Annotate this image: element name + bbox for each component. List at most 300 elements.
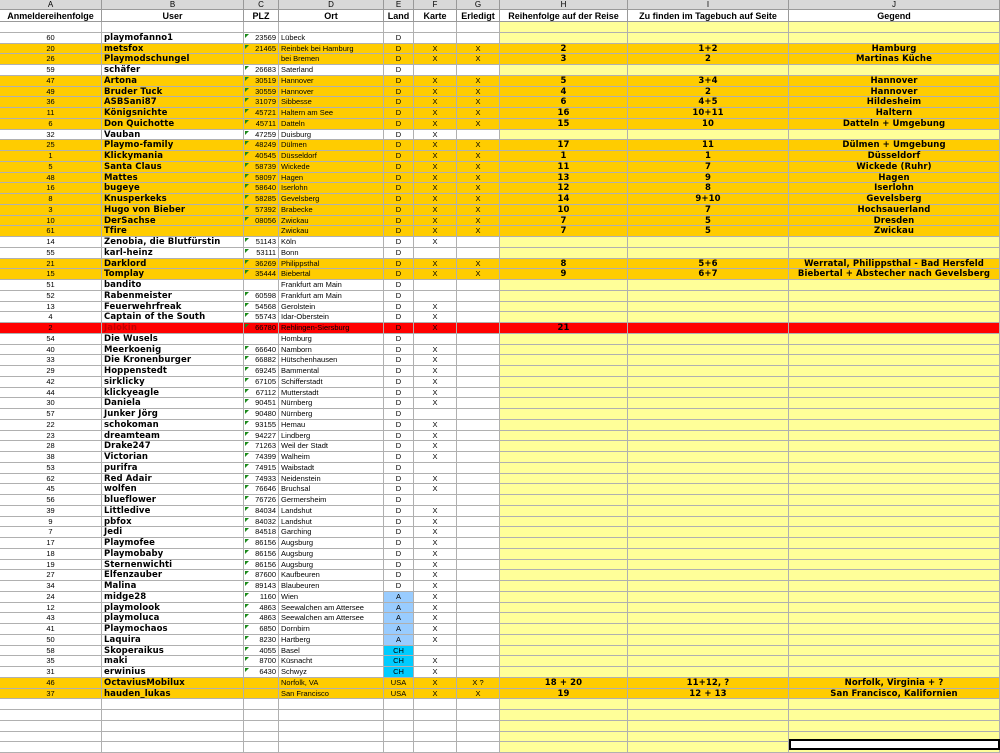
cell-g[interactable]: X — [457, 162, 500, 173]
cell-d[interactable]: Augsburg — [279, 560, 384, 570]
cell-i[interactable]: 9 — [628, 173, 789, 183]
cell-h[interactable] — [500, 603, 628, 613]
cell-d[interactable]: Reinbek bei Hamburg — [279, 44, 384, 54]
cell-d[interactable]: Frankfurt am Main — [279, 280, 384, 291]
cell-j[interactable]: Dresden — [789, 216, 1000, 226]
cell-f[interactable]: X — [414, 87, 457, 97]
cell-d[interactable]: Datteln — [279, 119, 384, 130]
cell-i[interactable] — [628, 721, 789, 732]
cell-i[interactable] — [628, 237, 789, 248]
cell-i[interactable] — [628, 312, 789, 323]
cell-c[interactable]: 76646 — [244, 484, 279, 495]
cell-c[interactable] — [244, 678, 279, 689]
cell-j[interactable] — [789, 721, 1000, 732]
cell-b[interactable]: Knusperkeks — [102, 194, 244, 205]
cell-h[interactable]: 6 — [500, 97, 628, 108]
cell-d[interactable]: Duisburg — [279, 130, 384, 140]
cell-a[interactable]: 22 — [0, 420, 102, 431]
cell-g[interactable] — [457, 560, 500, 570]
cell-e[interactable]: D — [384, 216, 414, 226]
cell-h[interactable]: 15 — [500, 119, 628, 130]
cell-a[interactable]: 58 — [0, 646, 102, 656]
cell-c[interactable] — [244, 334, 279, 345]
cell-f[interactable]: X — [414, 603, 457, 613]
cell-i[interactable] — [628, 560, 789, 570]
cell-g[interactable] — [457, 474, 500, 484]
cell-e[interactable]: D — [384, 474, 414, 484]
cell-j[interactable] — [789, 452, 1000, 463]
cell-c[interactable]: 4863 — [244, 603, 279, 613]
cell-f[interactable]: X — [414, 366, 457, 377]
cell-j[interactable] — [789, 409, 1000, 420]
cell-f[interactable] — [414, 291, 457, 302]
field-header-c[interactable]: PLZ — [244, 10, 279, 22]
cell-b[interactable] — [102, 710, 244, 721]
cell-e[interactable]: D — [384, 140, 414, 151]
cell-h[interactable] — [500, 334, 628, 345]
cell-e[interactable] — [384, 721, 414, 732]
cell-b[interactable]: schäfer — [102, 65, 244, 76]
column-header-j[interactable]: J — [789, 0, 1000, 10]
cell-d[interactable]: Hartberg — [279, 635, 384, 646]
cell-b[interactable]: Vauban — [102, 130, 244, 140]
cell-f[interactable]: X — [414, 345, 457, 355]
cell-b[interactable]: Zenobia, die Blutfürstin — [102, 237, 244, 248]
cell-h[interactable]: 7 — [500, 216, 628, 226]
cell-c[interactable]: 74399 — [244, 452, 279, 463]
cell-i[interactable] — [628, 603, 789, 613]
cell-c[interactable]: 4863 — [244, 613, 279, 624]
cell-c[interactable]: 40545 — [244, 151, 279, 162]
cell-d[interactable]: Garching — [279, 527, 384, 538]
cell-d[interactable]: Gerolstein — [279, 302, 384, 312]
cell-d[interactable]: Schifferstadt — [279, 377, 384, 388]
cell-i[interactable] — [628, 22, 789, 33]
cell-j[interactable]: San Francisco, Kalifornien — [789, 689, 1000, 699]
cell-h[interactable] — [500, 613, 628, 624]
cell-g[interactable] — [457, 710, 500, 721]
cell-f[interactable]: X — [414, 76, 457, 87]
cell-j[interactable] — [789, 667, 1000, 678]
cell-c[interactable]: 31079 — [244, 97, 279, 108]
cell-e[interactable] — [384, 699, 414, 710]
cell-d[interactable]: Iserlohn — [279, 183, 384, 194]
cell-a[interactable]: 46 — [0, 678, 102, 689]
cell-h[interactable] — [500, 409, 628, 420]
cell-j[interactable] — [789, 635, 1000, 646]
cell-e[interactable]: D — [384, 280, 414, 291]
cell-h[interactable]: 17 — [500, 140, 628, 151]
cell-b[interactable]: Bruder Tuck — [102, 87, 244, 97]
cell-d[interactable]: Basel — [279, 646, 384, 656]
cell-j[interactable] — [789, 549, 1000, 560]
cell-c[interactable]: 53111 — [244, 248, 279, 259]
cell-h[interactable] — [500, 549, 628, 560]
cell-f[interactable]: X — [414, 517, 457, 527]
cell-a[interactable]: 2 — [0, 323, 102, 334]
cell-i[interactable] — [628, 302, 789, 312]
cell-c[interactable]: 21465 — [244, 44, 279, 54]
cell-f[interactable]: X — [414, 560, 457, 570]
cell-b[interactable]: schokoman — [102, 420, 244, 431]
cell-h[interactable] — [500, 570, 628, 581]
cell-b[interactable]: playmofanno1 — [102, 33, 244, 44]
cell-f[interactable] — [414, 409, 457, 420]
active-cell-selection[interactable] — [789, 739, 1000, 750]
cell-d[interactable] — [279, 710, 384, 721]
cell-j[interactable] — [789, 613, 1000, 624]
cell-g[interactable]: X — [457, 216, 500, 226]
cell-f[interactable] — [414, 732, 457, 742]
cell-g[interactable] — [457, 495, 500, 506]
cell-g[interactable]: X — [457, 44, 500, 54]
cell-a[interactable]: 31 — [0, 667, 102, 678]
cell-a[interactable]: 56 — [0, 495, 102, 506]
cell-d[interactable]: Sibbesse — [279, 97, 384, 108]
cell-d[interactable]: Hannover — [279, 87, 384, 97]
cell-h[interactable] — [500, 431, 628, 441]
cell-b[interactable]: pbfox — [102, 517, 244, 527]
cell-e[interactable]: D — [384, 237, 414, 248]
cell-g[interactable] — [457, 452, 500, 463]
cell-g[interactable] — [457, 742, 500, 753]
cell-i[interactable] — [628, 409, 789, 420]
cell-g[interactable] — [457, 603, 500, 613]
cell-b[interactable]: Darklord — [102, 259, 244, 269]
cell-c[interactable]: 23569 — [244, 33, 279, 44]
cell-f[interactable] — [414, 699, 457, 710]
cell-j[interactable]: Iserlohn — [789, 183, 1000, 194]
cell-b[interactable]: Die Wusels — [102, 334, 244, 345]
cell-j[interactable]: Dülmen + Umgebung — [789, 140, 1000, 151]
cell-a[interactable]: 48 — [0, 173, 102, 183]
cell-e[interactable]: A — [384, 603, 414, 613]
cell-b[interactable]: Playmodschungel — [102, 54, 244, 65]
cell-i[interactable] — [628, 355, 789, 366]
cell-h[interactable] — [500, 130, 628, 140]
cell-g[interactable] — [457, 388, 500, 398]
cell-g[interactable]: X — [457, 76, 500, 87]
cell-c[interactable]: 90480 — [244, 409, 279, 420]
cell-c[interactable]: 36269 — [244, 259, 279, 269]
cell-d[interactable]: Seewalchen am Attersee — [279, 603, 384, 613]
cell-h[interactable] — [500, 721, 628, 732]
cell-h[interactable] — [500, 291, 628, 302]
cell-b[interactable]: Drake247 — [102, 441, 244, 452]
cell-b[interactable]: Artona — [102, 76, 244, 87]
cell-i[interactable] — [628, 613, 789, 624]
cell-f[interactable]: X — [414, 323, 457, 334]
cell-e[interactable]: D — [384, 334, 414, 345]
cell-e[interactable]: A — [384, 613, 414, 624]
cell-e[interactable]: D — [384, 463, 414, 474]
cell-f[interactable]: X — [414, 613, 457, 624]
cell-i[interactable] — [628, 388, 789, 398]
cell-h[interactable] — [500, 667, 628, 678]
cell-a[interactable]: 25 — [0, 140, 102, 151]
cell-j[interactable] — [789, 463, 1000, 474]
cell-c[interactable]: 57392 — [244, 205, 279, 216]
column-header-g[interactable]: G — [457, 0, 500, 10]
cell-j[interactable] — [789, 355, 1000, 366]
cell-d[interactable]: Dornbirn — [279, 624, 384, 635]
cell-d[interactable]: Wien — [279, 592, 384, 603]
cell-h[interactable] — [500, 495, 628, 506]
cell-a[interactable]: 24 — [0, 592, 102, 603]
cell-g[interactable] — [457, 613, 500, 624]
cell-i[interactable] — [628, 484, 789, 495]
cell-e[interactable]: USA — [384, 678, 414, 689]
cell-a[interactable]: 41 — [0, 624, 102, 635]
cell-d[interactable]: Brabecke — [279, 205, 384, 216]
cell-f[interactable]: X — [414, 581, 457, 592]
cell-a[interactable]: 9 — [0, 517, 102, 527]
cell-d[interactable]: Küsnacht — [279, 656, 384, 667]
column-header-d[interactable]: D — [279, 0, 384, 10]
cell-h[interactable]: 18 + 20 — [500, 678, 628, 689]
cell-d[interactable]: Blaubeuren — [279, 581, 384, 592]
cell-i[interactable]: 9+10 — [628, 194, 789, 205]
cell-g[interactable]: X — [457, 183, 500, 194]
cell-h[interactable] — [500, 420, 628, 431]
cell-d[interactable]: Schwyz — [279, 667, 384, 678]
cell-a[interactable]: 14 — [0, 237, 102, 248]
cell-b[interactable]: Sternenwichti — [102, 560, 244, 570]
cell-e[interactable]: D — [384, 194, 414, 205]
cell-c[interactable]: 94227 — [244, 431, 279, 441]
cell-c[interactable]: 6430 — [244, 667, 279, 678]
cell-a[interactable]: 4 — [0, 312, 102, 323]
cell-c[interactable]: 54568 — [244, 302, 279, 312]
cell-j[interactable] — [789, 592, 1000, 603]
cell-c[interactable]: 74915 — [244, 463, 279, 474]
cell-h[interactable]: 16 — [500, 108, 628, 119]
cell-g[interactable]: X — [457, 269, 500, 280]
cell-i[interactable] — [628, 398, 789, 409]
cell-j[interactable] — [789, 517, 1000, 527]
cell-f[interactable]: X — [414, 667, 457, 678]
cell-j[interactable] — [789, 656, 1000, 667]
cell-j[interactable] — [789, 33, 1000, 44]
cell-h[interactable] — [500, 65, 628, 76]
cell-i[interactable] — [628, 431, 789, 441]
cell-g[interactable] — [457, 441, 500, 452]
cell-d[interactable]: Kaufbeuren — [279, 570, 384, 581]
cell-j[interactable]: Hannover — [789, 76, 1000, 87]
cell-h[interactable] — [500, 33, 628, 44]
cell-a[interactable]: 50 — [0, 635, 102, 646]
cell-g[interactable] — [457, 431, 500, 441]
cell-i[interactable] — [628, 742, 789, 753]
column-header-e[interactable]: E — [384, 0, 414, 10]
cell-h[interactable] — [500, 592, 628, 603]
cell-i[interactable]: 1+2 — [628, 44, 789, 54]
cell-c[interactable]: 69245 — [244, 366, 279, 377]
cell-f[interactable]: X — [414, 656, 457, 667]
cell-a[interactable]: 3 — [0, 205, 102, 216]
cell-j[interactable] — [789, 710, 1000, 721]
column-header-f[interactable]: F — [414, 0, 457, 10]
cell-c[interactable]: 74933 — [244, 474, 279, 484]
cell-b[interactable] — [102, 22, 244, 33]
cell-d[interactable]: Seewalchen am Attersee — [279, 613, 384, 624]
cell-h[interactable] — [500, 506, 628, 517]
cell-g[interactable] — [457, 635, 500, 646]
cell-j[interactable]: Haltern — [789, 108, 1000, 119]
cell-i[interactable] — [628, 624, 789, 635]
cell-e[interactable] — [384, 22, 414, 33]
cell-b[interactable]: Playmofee — [102, 538, 244, 549]
cell-f[interactable]: X — [414, 549, 457, 560]
cell-b[interactable]: Tomplay — [102, 269, 244, 280]
column-header-b[interactable]: B — [102, 0, 244, 10]
cell-i[interactable] — [628, 345, 789, 355]
cell-e[interactable]: D — [384, 388, 414, 398]
cell-f[interactable] — [414, 646, 457, 656]
cell-c[interactable]: 67112 — [244, 388, 279, 398]
cell-i[interactable]: 2 — [628, 54, 789, 65]
cell-a[interactable]: 52 — [0, 291, 102, 302]
cell-j[interactable]: Düsseldorf — [789, 151, 1000, 162]
cell-f[interactable]: X — [414, 474, 457, 484]
cell-e[interactable]: D — [384, 484, 414, 495]
cell-g[interactable] — [457, 667, 500, 678]
cell-b[interactable]: Meerkoenig — [102, 345, 244, 355]
cell-d[interactable]: Augsburg — [279, 538, 384, 549]
cell-g[interactable]: X — [457, 87, 500, 97]
cell-e[interactable]: D — [384, 97, 414, 108]
cell-a[interactable]: 38 — [0, 452, 102, 463]
cell-i[interactable] — [628, 366, 789, 377]
cell-g[interactable] — [457, 420, 500, 431]
cell-g[interactable] — [457, 323, 500, 334]
cell-i[interactable]: 3+4 — [628, 76, 789, 87]
cell-e[interactable]: D — [384, 130, 414, 140]
cell-a[interactable] — [0, 721, 102, 732]
cell-g[interactable] — [457, 581, 500, 592]
cell-j[interactable] — [789, 495, 1000, 506]
cell-f[interactable]: X — [414, 678, 457, 689]
cell-c[interactable]: 87600 — [244, 570, 279, 581]
cell-d[interactable] — [279, 22, 384, 33]
cell-h[interactable] — [500, 248, 628, 259]
cell-e[interactable]: A — [384, 624, 414, 635]
cell-i[interactable] — [628, 65, 789, 76]
cell-f[interactable]: X — [414, 173, 457, 183]
cell-d[interactable]: Philippsthal — [279, 259, 384, 269]
cell-d[interactable]: Wickede — [279, 162, 384, 173]
cell-i[interactable] — [628, 699, 789, 710]
cell-d[interactable]: Dülmen — [279, 140, 384, 151]
cell-a[interactable]: 17 — [0, 538, 102, 549]
cell-d[interactable] — [279, 721, 384, 732]
cell-f[interactable]: X — [414, 420, 457, 431]
cell-g[interactable] — [457, 248, 500, 259]
cell-a[interactable]: 62 — [0, 474, 102, 484]
cell-a[interactable]: 40 — [0, 345, 102, 355]
field-header-h[interactable]: Reihenfolge auf der Reise — [500, 10, 628, 22]
cell-e[interactable] — [384, 732, 414, 742]
cell-j[interactable] — [789, 398, 1000, 409]
cell-j[interactable] — [789, 570, 1000, 581]
cell-g[interactable] — [457, 366, 500, 377]
cell-c[interactable]: 8700 — [244, 656, 279, 667]
cell-d[interactable]: Germersheim — [279, 495, 384, 506]
cell-g[interactable] — [457, 592, 500, 603]
cell-h[interactable] — [500, 280, 628, 291]
cell-a[interactable]: 32 — [0, 130, 102, 140]
field-header-i[interactable]: Zu finden im Tagebuch auf Seite — [628, 10, 789, 22]
cell-a[interactable]: 12 — [0, 603, 102, 613]
cell-c[interactable]: 35444 — [244, 269, 279, 280]
cell-j[interactable] — [789, 506, 1000, 517]
cell-i[interactable] — [628, 635, 789, 646]
cell-b[interactable]: Elfenzauber — [102, 570, 244, 581]
cell-e[interactable]: D — [384, 377, 414, 388]
cell-e[interactable]: D — [384, 560, 414, 570]
cell-b[interactable]: dreamteam — [102, 431, 244, 441]
cell-g[interactable] — [457, 33, 500, 44]
cell-j[interactable]: Hannover — [789, 87, 1000, 97]
cell-a[interactable]: 13 — [0, 302, 102, 312]
cell-g[interactable]: X — [457, 97, 500, 108]
cell-c[interactable] — [244, 699, 279, 710]
cell-d[interactable]: Rehlingen-Siersburg — [279, 323, 384, 334]
cell-e[interactable]: D — [384, 452, 414, 463]
cell-c[interactable]: 84032 — [244, 517, 279, 527]
cell-c[interactable]: 67105 — [244, 377, 279, 388]
cell-h[interactable]: 13 — [500, 173, 628, 183]
cell-f[interactable]: X — [414, 452, 457, 463]
cell-d[interactable]: Hemau — [279, 420, 384, 431]
cell-i[interactable]: 5 — [628, 216, 789, 226]
cell-b[interactable]: midge28 — [102, 592, 244, 603]
cell-c[interactable]: 86156 — [244, 538, 279, 549]
cell-b[interactable]: Littledive — [102, 506, 244, 517]
cell-c[interactable]: 89143 — [244, 581, 279, 592]
cell-g[interactable] — [457, 570, 500, 581]
cell-c[interactable]: 08056 — [244, 216, 279, 226]
cell-b[interactable]: Rabenmeister — [102, 291, 244, 302]
column-header-i[interactable]: I — [628, 0, 789, 10]
cell-b[interactable]: Playmochaos — [102, 624, 244, 635]
cell-e[interactable]: D — [384, 323, 414, 334]
cell-f[interactable]: X — [414, 441, 457, 452]
cell-h[interactable] — [500, 699, 628, 710]
cell-c[interactable]: 47259 — [244, 130, 279, 140]
cell-h[interactable] — [500, 388, 628, 398]
cell-a[interactable]: 45 — [0, 484, 102, 495]
cell-a[interactable]: 36 — [0, 97, 102, 108]
cell-j[interactable] — [789, 65, 1000, 76]
cell-b[interactable]: purifra — [102, 463, 244, 474]
cell-f[interactable]: X — [414, 183, 457, 194]
cell-f[interactable]: X — [414, 140, 457, 151]
cell-c[interactable] — [244, 689, 279, 699]
cell-j[interactable]: Gevelsberg — [789, 194, 1000, 205]
cell-a[interactable]: 29 — [0, 366, 102, 377]
cell-b[interactable]: sirklicky — [102, 377, 244, 388]
cell-d[interactable] — [279, 742, 384, 753]
cell-j[interactable]: Hildesheim — [789, 97, 1000, 108]
cell-g[interactable] — [457, 130, 500, 140]
cell-i[interactable] — [628, 538, 789, 549]
cell-f[interactable] — [414, 334, 457, 345]
cell-d[interactable]: bei Bremen — [279, 54, 384, 65]
column-header-c[interactable]: C — [244, 0, 279, 10]
cell-d[interactable]: Zwickau — [279, 216, 384, 226]
cell-j[interactable] — [789, 291, 1000, 302]
